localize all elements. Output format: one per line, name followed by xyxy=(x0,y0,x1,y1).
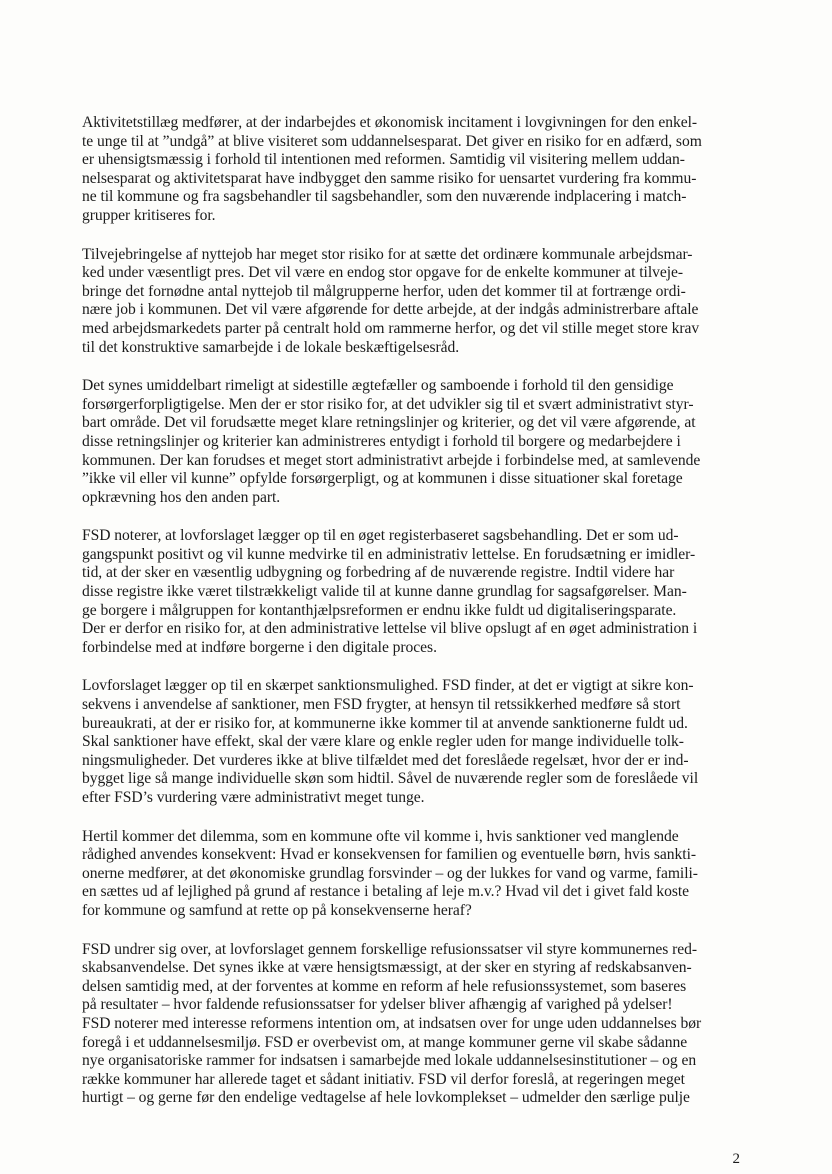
text-line: te unge til at ”undgå” at blive visiteret som uddannelsesparat. Det giver en risiko for en adfærd, som xyxy=(82,132,702,150)
text-line: med arbejdsmarkedets parter på centralt hold om rammerne herfor, og det vil stille meget store krav xyxy=(82,319,700,337)
text-line: bart område. Det vil forudsætte meget klare retningslinjer og kriterier, og det vil være afgørende, at xyxy=(82,414,696,432)
text-line: delsen samtidig med, at der forventes at komme en reform af hele refusionssystemet, som baseres xyxy=(82,977,687,995)
text-line: FSD noterer, at lovforslaget lægger op til en øget registerbaseret sagsbehandling. Det er som ud- xyxy=(82,527,679,545)
text-line: Skal sanktioner have effekt, skal der være klare og enkle regler uden for mange individuelle tolk- xyxy=(82,733,684,751)
paragraph xyxy=(82,677,758,807)
text-line: skabsanvendelse. Det synes ikke at være hensigtsmæssigt, at der sker en styring af redskabsanven- xyxy=(82,959,692,977)
text-line: ne til kommune og fra sagsbehandler til sagsbehandler, som den nuværende indplacering i match- xyxy=(82,188,687,206)
text-line: disse registre ikke været tilstrækkeligt valide til at kunne danne grundlag for sagsafgørelser. Man- xyxy=(82,583,687,601)
text-line: Det synes umiddelbart rimeligt at sidestille ægtefæller og samboende i forhold til den gensidige xyxy=(82,377,674,395)
text-line: efter FSD’s vurdering være administrativt meget tunge. xyxy=(82,789,425,806)
paragraph xyxy=(82,246,758,358)
text-line: ge borgere i målgruppen for kontanthjælpsreformen er endnu ikke fuldt ud digitaliseringsparate. xyxy=(82,601,677,619)
text-line: forbindelse med at indføre borgerne i den digitale proces. xyxy=(82,638,437,656)
text-line: hurtigt – og gerne før den endelige vedtagelse af hele lovkomplekset – udmelder den særlige pulje xyxy=(82,1089,690,1107)
paragraph xyxy=(82,527,758,657)
text-line: Aktivitetstillæg medfører, at der indarbejdes et økonomisk incitament i lovgivningen for den enkel- xyxy=(82,114,697,131)
text-line: grupper kritiseres for. xyxy=(82,206,216,224)
text-line: ked under væsentligt pres. Det vil være en endog stor opgave for de enkelte kommuner at tilveje- xyxy=(82,264,684,282)
text-line: på resultater – hvor faldende refusionssatser for ydelser bliver afhængig af varighed på ydelser! xyxy=(82,996,673,1014)
text-line: FSD undrer sig over, at lovforslaget gennem forskellige refusionssatser vil styre kommunernes red- xyxy=(82,940,698,958)
text-line: ”ikke vil eller vil kunne” opfylde forsørgerpligt, og at kommunen i disse situationer skal foretage xyxy=(82,470,683,488)
text-line: foregå i et uddannelsesmiljø. FSD er overbevist om, at mange kommuner gerne vil skabe sådanne xyxy=(82,1033,688,1051)
text-line: for kommune og samfund at rette op på konsekvenserne heraf? xyxy=(82,901,472,919)
text-line: tid, at der sker en væsentlig udbygning og forbedring af de nuværende registre. Indtil videre har xyxy=(82,564,675,582)
text-line: onerne medfører, at det økonomiske grundlag forsvinder – og der lukkes for vand og varme, famili- xyxy=(82,864,698,882)
text-line: række kommuner har allerede taget et sådant initiativ. FSD vil derfor foreslå, at regeringen meget xyxy=(82,1070,685,1088)
text-line: rådighed anvendes konsekvent: Hvad er konsekvensen for familien og eventuelle børn, hvis sankti- xyxy=(82,846,697,864)
page-number: 2 xyxy=(732,1151,740,1167)
text-line: bygget lige så mange individuelle skøn som hidtil. Såvel de nuværende regler som de foreslåede vil xyxy=(82,770,699,788)
paragraph xyxy=(82,377,758,507)
text-line: kommunen. Der kan forudses et meget stort administrativt arbejde i forbindelse med, at samlevende xyxy=(82,451,701,469)
text-line: Der er derfor en risiko for, at den administrative lettelse vil blive opslugt af en øget administration i xyxy=(82,620,698,638)
text-line: nelsesparat og aktivitetsparat have indbygget den samme risiko for uensartet vurdering fra kommu- xyxy=(82,169,697,187)
text-line: sekvens i anvendelse af sanktioner, men FSD frygter, at hensyn til retssikkerhed medføre så stort xyxy=(82,696,681,714)
text-line: Tilvejebringelse af nyttejob har meget stor risiko for at sætte det ordinære kommunale arbejdsmar- xyxy=(82,245,693,263)
text-line: opkrævning hos den anden part. xyxy=(82,488,281,506)
text-line: disse retningslinjer og kriterier kan administreres entydigt i forhold til borgere og medarbejdere i xyxy=(82,432,681,450)
text-line: forsørgerforpligtigelse. Men der er stor risiko for, at det udvikler sig til et svært administrativt styr- xyxy=(82,395,694,413)
text-line: bureaukrati, at der er risiko for, at kommunerne ikke kommer til at anvende sanktionerne fuldt ud. xyxy=(82,714,688,732)
text-line: nære job i kommunen. Det vil være afgørende for dette arbejde, at der indgås administrerbare aftale xyxy=(82,301,699,319)
text-line: bringe det fornødne antal nyttejob til målgrupperne herfor, uden det kommer til at fortrænge ordi- xyxy=(82,282,686,300)
paragraph xyxy=(82,114,758,226)
document-body xyxy=(82,114,758,1108)
paragraph xyxy=(82,828,758,921)
text-line: nye organisatoriske rammer for indsatsen i samarbejde med lokale uddannelsesinstitutioner – og en xyxy=(82,1052,697,1070)
text-line: FSD noterer med interesse reformens intention om, at indsatsen over for unge uden uddannelses bør xyxy=(82,1014,702,1032)
text-line: gangspunkt positivt og vil kunne medvirke til en administrativ lettelse. En forudsætning er imidler- xyxy=(82,545,696,563)
paragraph xyxy=(82,941,758,1108)
text-line: en sættes ud af lejlighed på grund af restance i betaling af leje m.v.? Hvad vil det i givet fald koste xyxy=(82,883,689,901)
text-line: er uhensigtsmæssig i forhold til intentionen med reformen. Samtidig vil visitering mellem uddan- xyxy=(82,151,685,169)
text-line: Hertil kommer det dilemma, som en kommune ofte vil komme i, hvis sanktioner ved manglende xyxy=(82,827,679,845)
text-line: ningsmuligheder. Det vurderes ikke at blive tilfældet med det foreslåede regelsæt, hvor der er ind- xyxy=(82,751,689,769)
text-line: til det konstruktive samarbejde i de lokale beskæftigelsesråd. xyxy=(82,338,460,356)
text-line: Lovforslaget lægger op til en skærpet sanktionsmulighed. FSD finder, at det er vigtigt at sikre kon- xyxy=(82,677,694,695)
